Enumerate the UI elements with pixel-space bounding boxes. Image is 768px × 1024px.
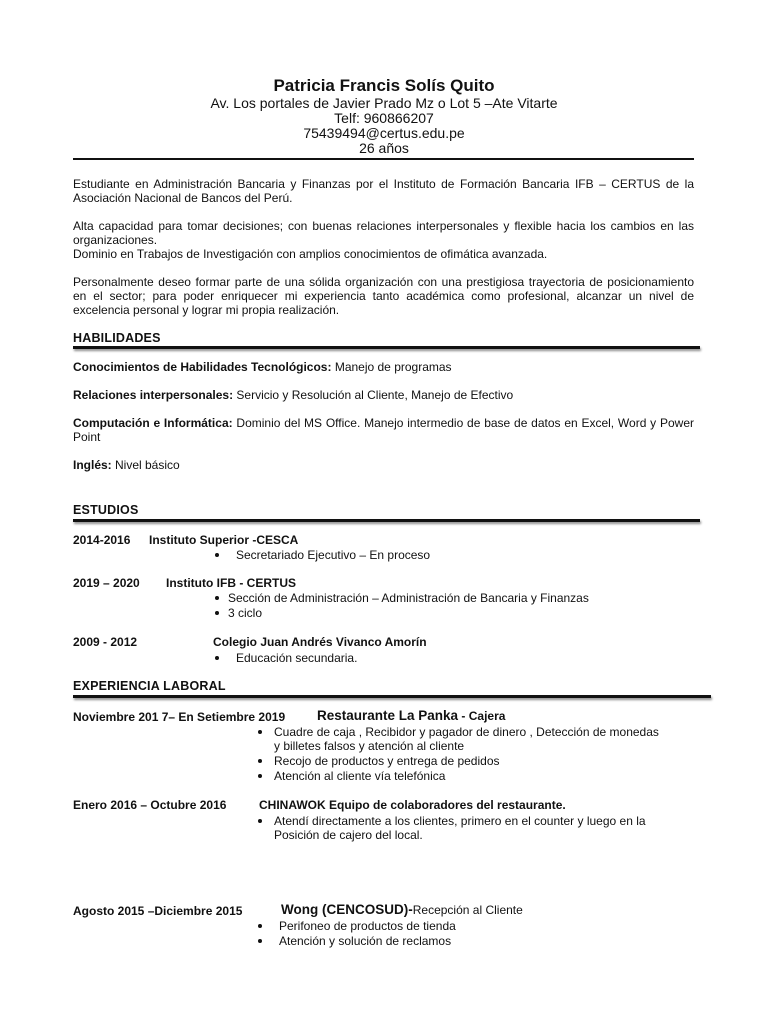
- skill-value: Dominio del MS Office. Manejo intermedio de base de datos en Excel, Word y Power Point: [73, 416, 694, 444]
- skill-item: [73, 360, 452, 374]
- bullet-icon: [258, 819, 262, 823]
- phone: Telf: 960866207: [334, 110, 434, 126]
- skill-item: [73, 458, 180, 472]
- bullet-icon: [215, 596, 219, 600]
- bullet-icon: [215, 611, 219, 615]
- skill-item: [73, 416, 694, 444]
- skill-value: Nivel básico: [111, 458, 180, 472]
- skills-divider: [73, 346, 700, 349]
- skill-label: Computación e Informática:: [73, 416, 233, 430]
- bullet-icon: [215, 656, 219, 660]
- profile-paragraph-1: Estudiante en Administración Bancaria y Finanzas por el Instituto de Formación Bancaria IFB – CERTUS de la Asociación Nacional de Bancos del Perú.: [73, 177, 694, 205]
- job-detail: Atención y solución de reclamos: [279, 934, 452, 948]
- header-divider: [73, 158, 694, 160]
- study-school: Instituto Superior -CESCA: [149, 533, 299, 547]
- section-title-experience: EXPERIENCIA LABORAL: [73, 679, 226, 693]
- job-detail: y billetes falsos y atención al cliente: [274, 739, 465, 753]
- job-detail: Posición de cajero del local.: [274, 828, 423, 842]
- skill-label: Relaciones interpersonales:: [73, 388, 234, 402]
- skill-label: Conocimientos de Habilidades Tecnológicos:: [73, 360, 332, 374]
- bullet-icon: [258, 759, 262, 763]
- job-detail: Recojo de productos y entrega de pedidos: [274, 754, 500, 768]
- email: 75439494@certus.edu.pe: [303, 125, 465, 141]
- study-years: 2014-2016: [73, 533, 131, 547]
- job-dates: Noviembre 201 7– En Setiembre 2019: [73, 710, 286, 724]
- job-company: CHINAWOK Equipo de colaboradores del restaurante.: [259, 798, 566, 812]
- study-school: Instituto IFB - CERTUS: [166, 576, 296, 590]
- study-detail: Sección de Administración – Administración de Bancaria y Finanzas: [228, 591, 589, 605]
- job-dates: Enero 2016 – Octubre 2016: [73, 798, 227, 812]
- job-detail: Atendí directamente a los clientes, primero en el counter y luego en la: [274, 814, 646, 828]
- section-title-studies: ESTUDIOS: [73, 503, 139, 517]
- job-company: Wong (CENCOSUD)-Recepción al Cliente: [281, 902, 523, 917]
- bullet-icon: [258, 730, 262, 734]
- study-school: Colegio Juan Andrés Vivanco Amorín: [213, 635, 427, 649]
- address: Av. Los portales de Javier Prado Mz o Lot 5 –Ate Vitarte: [210, 95, 558, 111]
- study-years: 2019 – 2020: [73, 576, 140, 590]
- candidate-name: Patricia Francis Solís Quito: [273, 76, 495, 95]
- study-detail: Secretariado Ejecutivo – En proceso: [236, 548, 431, 562]
- skill-item: [73, 388, 513, 402]
- bullet-icon: [258, 774, 262, 778]
- job-detail: Perifoneo de productos de tienda: [279, 919, 456, 933]
- profile-paragraph-2b: Dominio en Trabajos de Investigación con amplios conocimientos de ofimática avanzada.: [73, 247, 548, 261]
- experience-divider: [73, 695, 711, 698]
- skill-label: Inglés:: [73, 458, 112, 472]
- skill-value: Manejo de programas: [331, 360, 452, 374]
- job-dates: Agosto 2015 –Diciembre 2015: [73, 904, 243, 918]
- study-detail: 3 ciclo: [228, 606, 263, 620]
- profile-paragraph-3: Personalmente deseo formar parte de una sólida organización con una prestigiosa trayectoria de posicionamiento en el sector; para poder enriquecer mi experiencia tanto académica como profesional, alcanzar un nivel de excelencia personal y lograr mi propia realización.: [73, 275, 694, 317]
- bullet-icon: [258, 924, 262, 928]
- studies-divider: [73, 519, 700, 522]
- job-detail: Atención al cliente vía telefónica: [274, 769, 446, 783]
- profile-paragraph-2: Alta capacidad para tomar decisiones; con buenas relaciones interpersonales y flexible hacia los cambios en las organizaciones.: [73, 219, 694, 247]
- bullet-icon: [258, 939, 262, 943]
- bullet-icon: [215, 553, 219, 557]
- job-company: Restaurante La Panka - Cajera: [317, 708, 506, 723]
- skill-value: Servicio y Resolución al Cliente, Manejo de Efectivo: [233, 388, 514, 402]
- study-years: 2009 - 2012: [73, 635, 138, 649]
- job-detail: Cuadre de caja , Recibidor y pagador de dinero , Detección de monedas: [274, 725, 659, 739]
- section-title-skills: HABILIDADES: [73, 331, 161, 345]
- study-detail: Educación secundaria.: [236, 651, 358, 665]
- age: 26 años: [359, 140, 409, 156]
